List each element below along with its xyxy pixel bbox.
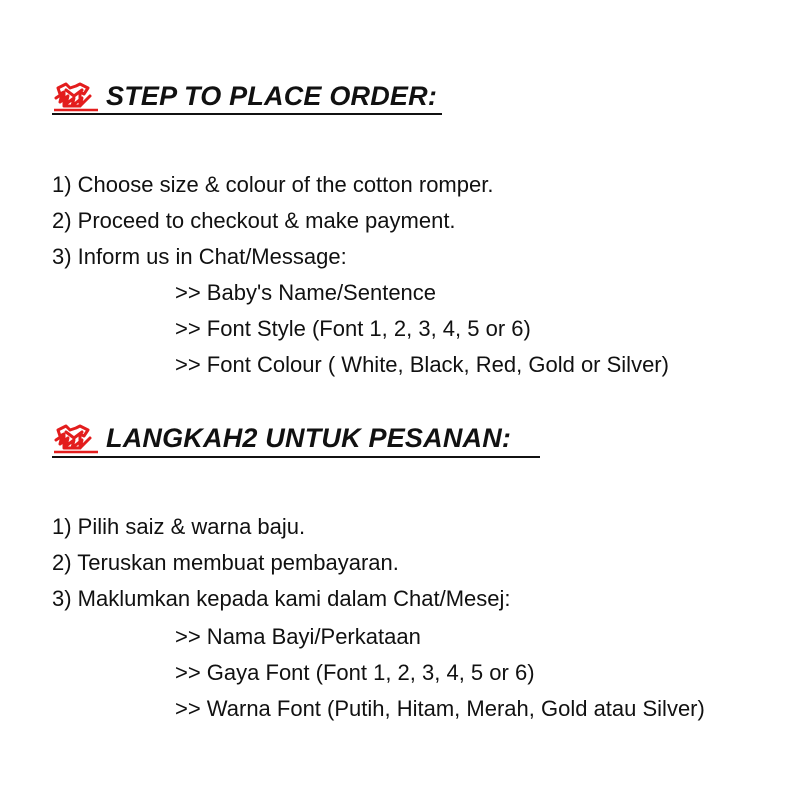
english-detail-name: >> Baby's Name/Sentence [175, 280, 437, 305]
english-detail-font-style: >> Font Style (Font 1, 2, 3, 4, 5 or 6) [175, 316, 531, 341]
malay-detail-font-colour: >> Warna Font (Putih, Hitam, Merah, Gold atau Silver) [175, 696, 705, 721]
malay-step-2: 2) Teruskan membuat pembayaran. [52, 550, 399, 575]
malay-detail-font-style: >> Gaya Font (Font 1, 2, 3, 4, 5 or 6) [175, 660, 535, 685]
english-step-2: 2) Proceed to checkout & make payment. [52, 208, 456, 233]
malay-step-3: 3) Maklumkan kepada kami dalam Chat/Mesej: [52, 586, 511, 611]
english-step-3: 3) Inform us in Chat/Message: [52, 244, 347, 269]
shirt-scribble-icon [52, 422, 104, 454]
english-heading-underline [52, 113, 442, 115]
english-heading [52, 80, 437, 112]
malay-detail-name: >> Nama Bayi/Perkataan [175, 624, 421, 649]
english-step-1: 1) Choose size & colour of the cotton romper. [52, 172, 494, 197]
malay-heading-underline [52, 456, 540, 458]
malay-step-1: 1) Pilih saiz & warna baju. [52, 514, 306, 539]
malay-heading [52, 422, 511, 454]
english-heading-text: STEP TO PLACE ORDER: [106, 80, 438, 111]
english-detail-font-colour: >> Font Colour ( White, Black, Red, Gold or Silver) [175, 352, 669, 377]
malay-heading-text: LANGKAH2 UNTUK PESANAN: [106, 422, 512, 453]
shirt-scribble-icon [52, 80, 104, 112]
